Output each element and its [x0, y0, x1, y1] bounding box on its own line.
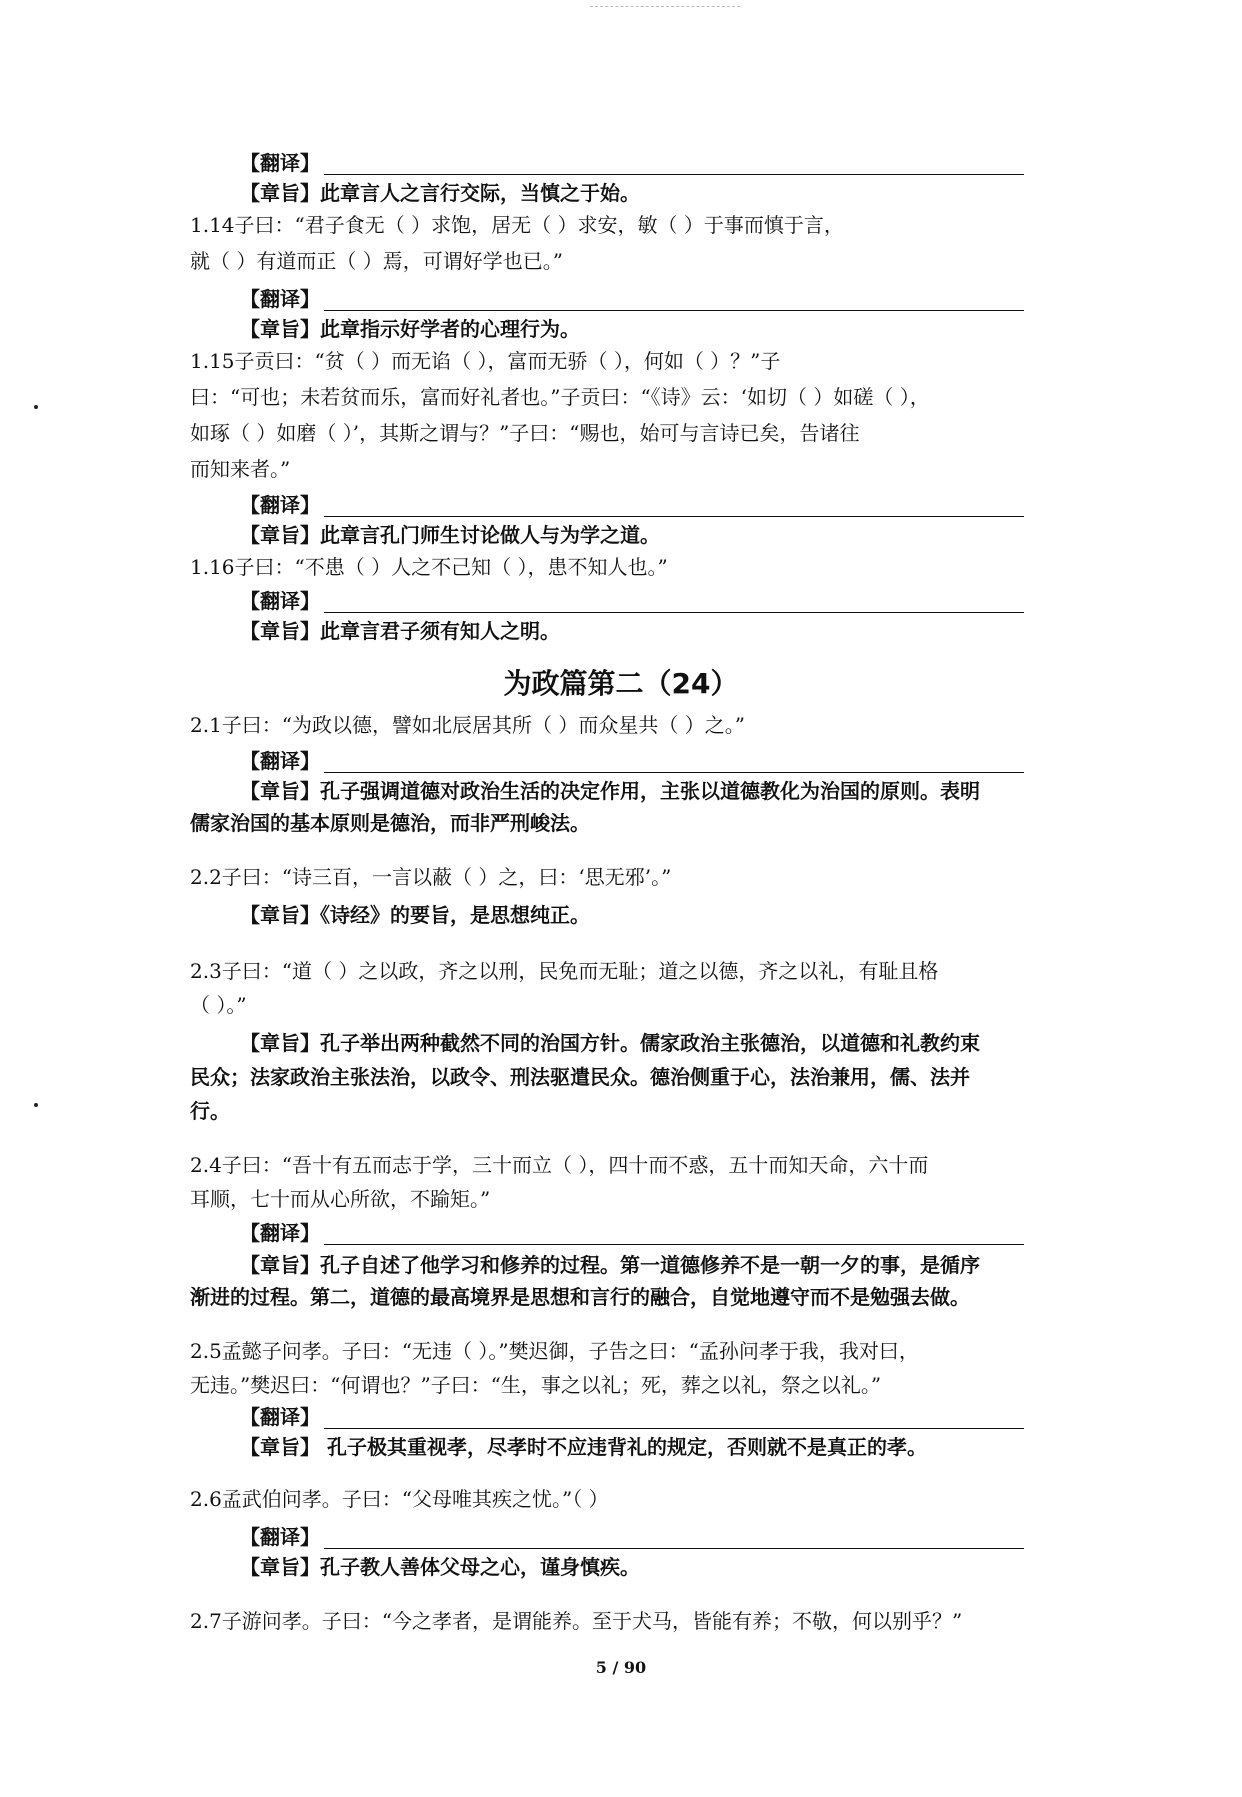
gist-continuation: 民众；法家政治主张法治，以政令、刑法驱遣民众。德治侧重于心，法治兼用，儒、法并: [190, 1065, 970, 1089]
passage-line: 1.15子贡曰：“贫（ ）而无谄（ ），富而无骄（ ），何如（ ）？”子: [190, 349, 781, 373]
passage-line: 而知来者。”: [190, 457, 291, 481]
passage-line: 2.6孟武伯问孝。子曰：“父母唯其疾之忧。”（ ）: [190, 1487, 609, 1511]
passage-line: 如琢（ ）如磨（ ）’，其斯之谓与？”子曰：“赐也，始可与言诗已矣，告诸往: [190, 421, 860, 445]
gist-continuation: 儒家治国的基本原则是德治，而非严刑峻法。: [190, 811, 590, 835]
translate-row: 【翻译】: [190, 282, 1100, 316]
translate-row: 【翻译】: [190, 744, 1100, 778]
passage-line: 就（ ）有道而正（ ）焉，可谓好学也已。”: [190, 249, 563, 273]
page-number: 5 / 90: [595, 1658, 647, 1677]
section-title: 为政篇第二（24）: [503, 667, 739, 700]
translate-row: 【翻译】: [190, 1520, 1100, 1554]
translate-row: 【翻译】: [190, 146, 1100, 180]
gist-row: 【章旨】此章言孔门师生讨论做人与为学之道。: [240, 523, 660, 547]
passage-line: 耳顺，七十而从心所欲，不踰矩。”: [190, 1187, 491, 1211]
passage-line: 1.16子曰：“不患（ ）人之不己知（ ），患不知人也。”: [190, 555, 668, 579]
gist-row: 【章旨】孔子教人善体父母之心，谨身慎疾。: [240, 1555, 640, 1579]
passage-line: 2.7子游问孝。子曰：“今之孝者，是谓能养。至于犬马，皆能有养；不敬，何以别乎？”: [190, 1609, 963, 1633]
gist-row: 【章旨】此章言人之言行交际，当慎之于始。: [240, 181, 640, 205]
gist-row: 【章旨】此章指示好学者的心理行为。: [240, 317, 580, 341]
passage-line: 曰：“可也；未若贫而乐，富而好礼者也。”子贡曰：“《诗》云：‘如切（ ）如磋（ ），: [190, 385, 930, 409]
scan-mark: [590, 6, 740, 7]
passage-line: 2.5孟懿子问孝。子曰：“无违（ ）。”樊迟御，子告之曰：“孟孙问孝于我，我对曰，: [190, 1339, 919, 1363]
passage-line: 2.3子曰：“道（ ）之以政，齐之以刑，民免而无耻；道之以德，齐之以礼，有耻且格: [190, 959, 939, 983]
passage-line: 2.1子曰：“为政以德，譬如北辰居其所（ ）而众星共（ ）之。”: [190, 713, 745, 737]
passage-line: 2.2子曰：“诗三百，一言以蔽（ ）之，曰：‘思无邪’。”: [190, 865, 672, 889]
gist-row: 【章旨】 孔子极其重视孝，尽孝时不应违背礼的规定，否则就不是真正的孝。: [240, 1435, 927, 1459]
gist-row: 【章旨】孔子举出两种截然不同的治国方针。儒家政治主张德治，以道德和礼教约束: [240, 1031, 980, 1055]
gist-row: 【章旨】孔子自述了他学习和修养的过程。第一道德修养不是一朝一夕的事，是循序: [240, 1253, 980, 1277]
passage-line: 2.4子曰：“吾十有五而志于学，三十而立（ ），四十而不惑，五十而知天命，六十而: [190, 1153, 929, 1177]
passage-line: 无违。”樊迟曰：“何谓也？”子曰：“生，事之以礼；死，葬之以礼，祭之以礼。”: [190, 1373, 882, 1397]
passage-line: （ ）。”: [190, 993, 247, 1017]
translate-row: 【翻译】: [190, 584, 1100, 618]
passage-line: 1.14子曰：“君子食无（ ）求饱，居无（ ）求安，敏（ ）于事而慎于言，: [190, 213, 844, 237]
scan-dot: [34, 405, 38, 409]
gist-continuation: 渐进的过程。第二，道德的最高境界是思想和言行的融合，自觉地遵守而不是勉强去做。: [190, 1285, 970, 1309]
gist-row: 【章旨】此章言君子须有知人之明。: [240, 619, 560, 643]
gist-row: 【章旨】孔子强调道德对政治生活的决定作用，主张以道德教化为治国的原则。表明: [240, 779, 980, 803]
translate-row: 【翻译】: [190, 1400, 1100, 1434]
gist-row: 【章旨】《诗经》的要旨，是思想纯正。: [240, 903, 590, 927]
scan-dot: [34, 1103, 38, 1107]
translate-row: 【翻译】: [190, 1216, 1100, 1250]
gist-continuation: 行。: [190, 1099, 230, 1123]
translate-row: 【翻译】: [190, 488, 1100, 522]
